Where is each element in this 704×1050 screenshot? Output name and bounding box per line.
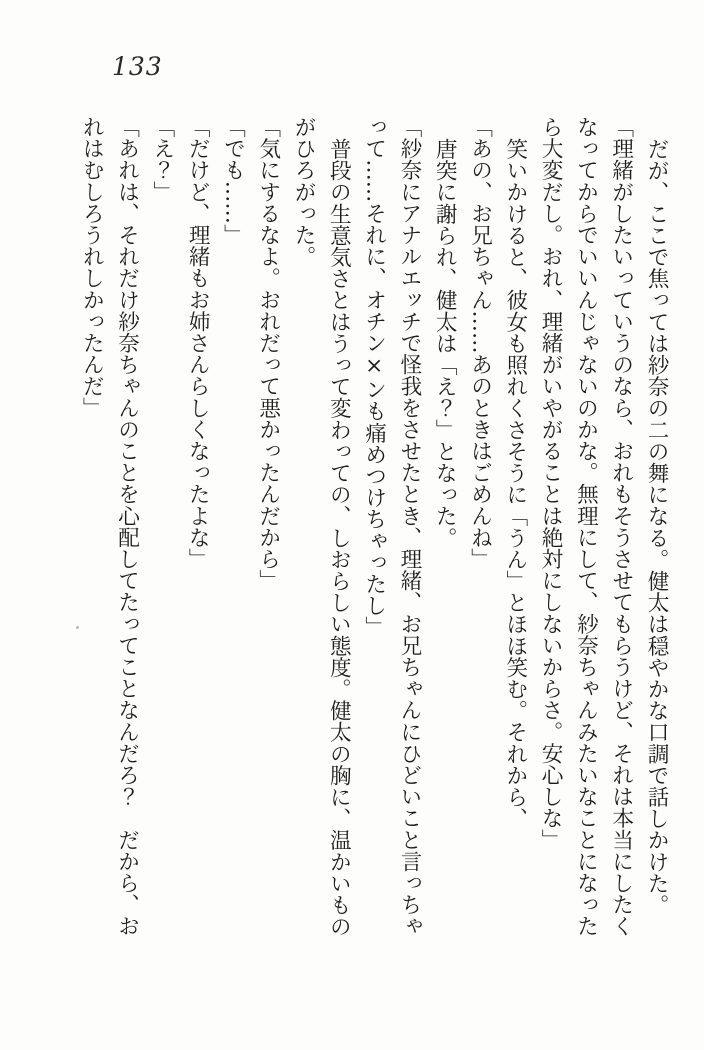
text-column: 唐突に謝られ、健太は「え？」となった。 <box>432 137 458 548</box>
text-column: 普段の生意気さとはうって変わっての、しおらしい態度。健太の胸に、温かいもの <box>326 137 352 937</box>
page-number: 133 <box>112 52 163 81</box>
text-column: ら大変だし。おれ、理緒がいやがることは絶対にしないからさ。安心しな」 <box>538 116 564 851</box>
text-column: 「だけど、理緒もお姉さんらしくなったよな」 <box>185 116 211 570</box>
text-column: 笑いかけると、彼女も照れくさそうに「うん」とほほ笑む。それから、 <box>502 137 528 829</box>
text-column: 「気にするなよ。おれだって悪かったんだから」 <box>255 116 281 592</box>
text-column: がひろがった。 <box>291 116 317 268</box>
text-column: だが、ここで焦っては紗奈の二の舞になる。健太は穏やかな口調で話しかけた。 <box>644 137 669 916</box>
body-text <box>74 116 674 958</box>
text-column: 「あの、お兄ちゃん……あのときはごめんね」 <box>467 116 493 570</box>
text-column: 「紗奈にアナルエッチで怪我をさせたとき、理緒、お兄ちゃんにひどいこと言っちゃ <box>396 116 422 937</box>
text-column: 「でも……」 <box>220 116 246 246</box>
print-speck <box>76 626 79 629</box>
text-column: って……それに、オチン×ンも痛めつけちゃったし」 <box>361 116 387 638</box>
text-column: 「あれは、それだけ紗奈ちゃんのことを心配してたってことなんだろ？ だから、お <box>114 116 140 937</box>
text-column: れはむしろうれしかったんだ」 <box>79 116 105 419</box>
text-column: なってからでいいんじゃないのかな。無理にして、紗奈ちゃんみたいなことになった <box>573 116 599 937</box>
text-column: 「理緒がしたいっていうのなら、おれもそうさせてもらうけど、それは本当にしたく <box>608 116 634 937</box>
text-column: 「え？」 <box>149 116 175 203</box>
